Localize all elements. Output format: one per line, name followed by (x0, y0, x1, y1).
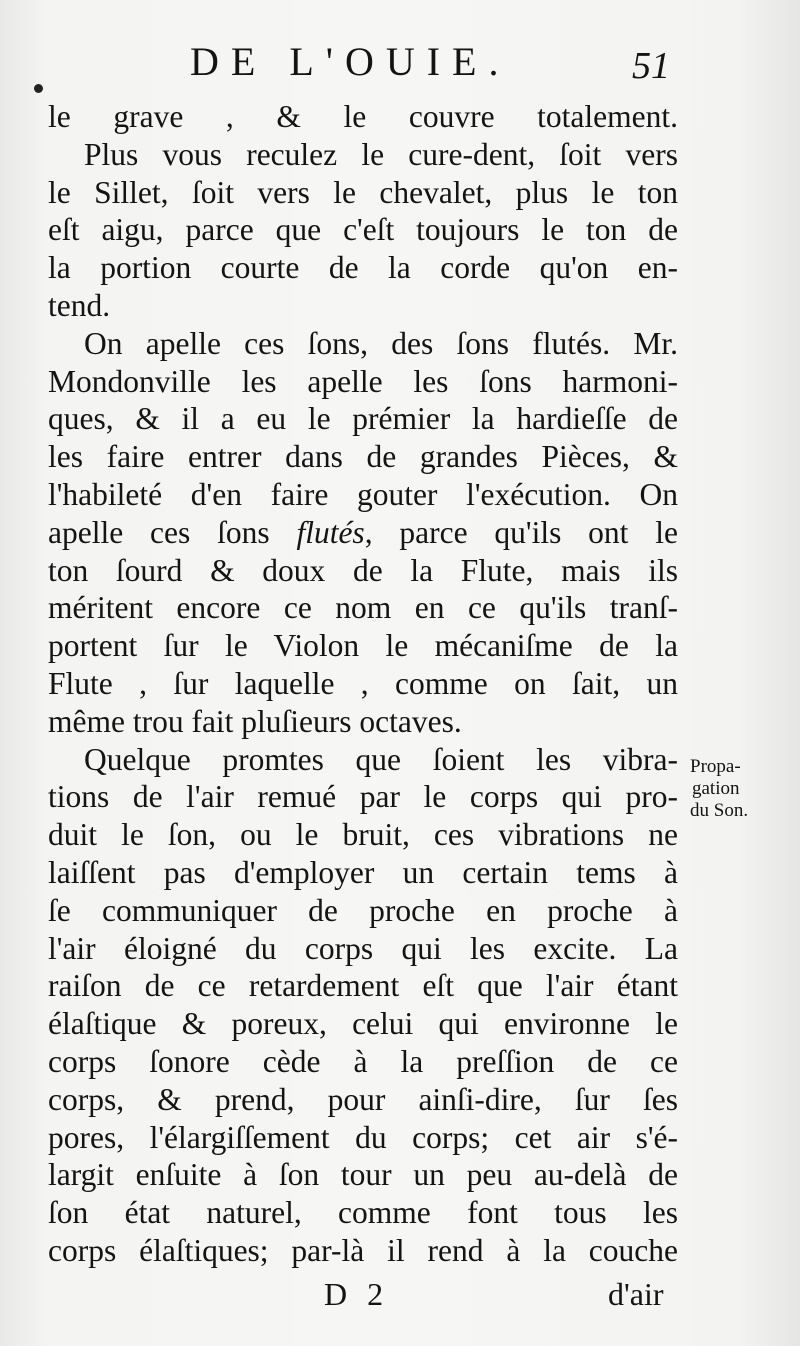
text-line: ſon état naturel, comme font tous les (48, 1195, 678, 1231)
text-line: Flute , ſur laquelle , comme on ſait, un (48, 665, 678, 701)
text-line: tions de l'air remué par le corps qui pro- (48, 779, 678, 815)
page-number: 51 (632, 45, 670, 87)
ink-dot (34, 84, 43, 93)
running-head: DE L'OUIE. (190, 39, 511, 84)
margin-note-line: du Son. (690, 800, 749, 821)
text-line: tend. (48, 287, 111, 323)
text-line: le Sillet, ſoit vers le chevalet, plus le ton (48, 174, 678, 210)
text-line: ſe communiquer de proche en proche à (48, 892, 678, 928)
text-line: ton ſourd & doux de la Flute, mais ils (48, 552, 678, 588)
text-line: Mondonville les apelle les ſons harmoni- (48, 363, 678, 399)
text-line: corps, & prend, pour ainſi-dire, ſur ſes (48, 1081, 678, 1117)
text-line: élaſtique & poreux, celui qui environne le (48, 1006, 678, 1042)
text-line: apelle ces ſons flutés, parce qu'ils ont le (48, 514, 678, 550)
text-line: portent ſur le Violon le mécaniſme de la (48, 628, 678, 664)
signature-mark: D 2 (324, 1276, 390, 1312)
margin-note-line: gation (692, 778, 740, 799)
body-text (48, 98, 678, 1270)
text-line: largit enſuite à ſon tour un peu au-delà de (48, 1157, 678, 1193)
text-line: raiſon de ce retardement eſt que l'air étant (48, 968, 678, 1004)
text-line: même trou fait pluſieurs octaves. (48, 703, 462, 739)
text-line: Plus vous reculez le cure-dent, ſoit vers (84, 136, 678, 172)
text-line: l'air éloigné du corps qui les excite. La (48, 930, 678, 966)
text-line: corps élaſtiques; par-là il rend à la couche (48, 1232, 678, 1268)
text-line: méritent encore ce nom en ce qu'ils tranſ- (48, 590, 678, 626)
text-line: On apelle ces ſons, des ſons flutés. Mr. (84, 325, 678, 361)
text-line: eſt aigu, parce que c'eſt toujours le ton de (48, 212, 678, 248)
catchword: d'air (608, 1276, 664, 1312)
text-line: corps ſonore cède à la preſſion de ce (48, 1043, 678, 1079)
margin-note (690, 756, 790, 822)
text-line: le grave , & le couvre totalement. (48, 99, 678, 134)
text-line: les faire entrer dans de grandes Pièces, & (48, 439, 678, 475)
text-line: pores, l'élargiſſement du corps; cet air s'é- (48, 1119, 678, 1155)
text-line: duit le ſon, ou le bruit, ces vibrations ne (48, 817, 678, 853)
text-line: Quelque promtes que ſoient les vibra- (84, 741, 678, 777)
text-line: la portion courte de la corde qu'on en- (48, 250, 678, 286)
text-line: laiſſent pas d'employer un certain tems à (48, 854, 678, 890)
text-line: ques, & il a eu le prémier la hardieſſe de (48, 401, 678, 437)
text-line: l'habileté d'en faire gouter l'exécution. On (48, 476, 678, 512)
margin-note-line: Propa- (690, 756, 741, 777)
